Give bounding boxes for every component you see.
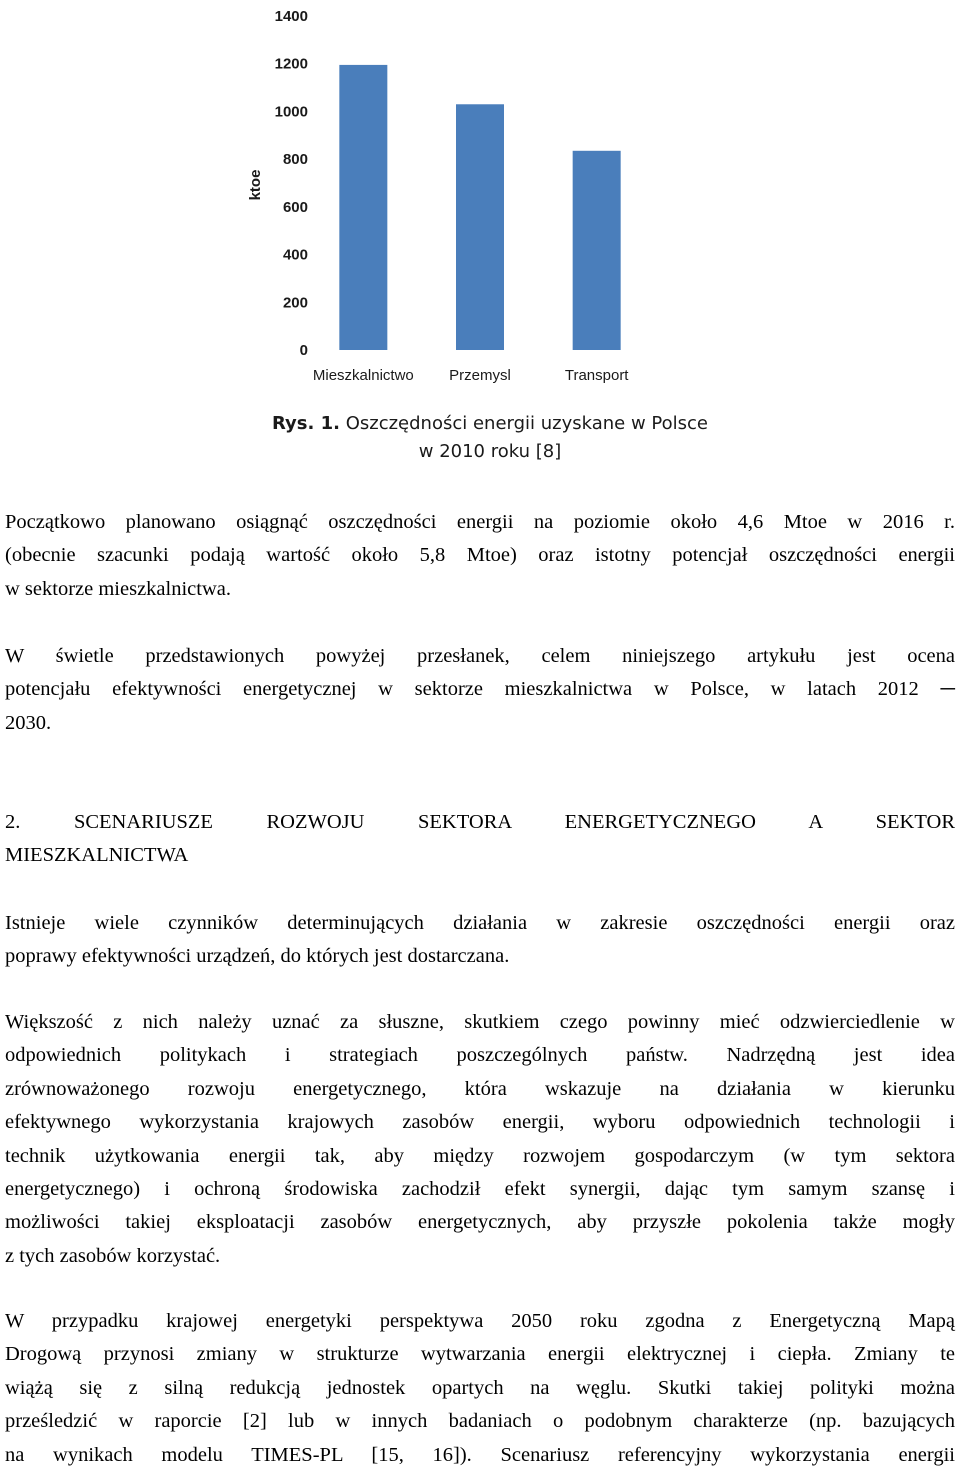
y-tick-label: 1000 <box>274 103 308 121</box>
y-tick-label: 1200 <box>274 55 308 73</box>
paragraph-4 <box>5 1006 955 1273</box>
heading-line-1: 2. SCENARIUSZE ROZWOJU SEKTORA ENERGETYCZNEGO A SEKTOR <box>5 811 955 833</box>
text-line: możliwości takiej eksploatacji zasobów energetycznych, aby przyszłe pokolenia także mogły <box>5 1211 955 1234</box>
section-heading <box>5 806 955 873</box>
text-line: w sektorze mieszkalnictwa. <box>5 577 231 600</box>
x-category-label: Przemysl <box>449 367 511 384</box>
bar <box>456 104 504 350</box>
text-line: Istnieje wiele czynników determinujących działania w zakresie oszczędności energii oraz <box>5 912 955 934</box>
paragraph-2 <box>5 640 955 740</box>
text-line: W przypadku krajowej energetyki perspektywa 2050 roku zgodna z Energetyczną Mapą <box>5 1310 955 1332</box>
bar <box>339 65 387 350</box>
text-line: Większość z nich należy uznać za słuszne, skutkiem czego powinny mieć odzwierciedlenie w <box>5 1011 955 1033</box>
x-category-label: Transport <box>564 367 629 384</box>
y-axis-ticks <box>275 8 308 359</box>
bar-chart <box>230 0 670 395</box>
text-line: z tych zasobów korzystać. <box>5 1244 221 1267</box>
y-tick-label: 1400 <box>274 8 308 25</box>
y-tick-label: 0 <box>299 342 308 359</box>
text-line: technik użytkowania energii tak, aby między rozwojem gospodarczym (w tym sektora <box>5 1144 955 1167</box>
caption-title: Oszczędności energii uzyskane w Polsce <box>345 413 708 434</box>
figure-caption <box>220 410 760 466</box>
y-tick-label: 800 <box>282 151 308 169</box>
caption-line-1 <box>220 410 760 438</box>
paragraph-5 <box>5 1305 955 1472</box>
text-line: Początkowo planowano osiągnąć oszczędności energii na poziomie około 4,6 Mtoe w 2016 r. <box>5 511 955 533</box>
heading-line-2: MIESZKALNICTWA <box>5 844 189 867</box>
text-line: 2030. <box>5 711 52 734</box>
y-tick-label: 200 <box>282 294 308 312</box>
y-tick-label: 600 <box>282 198 308 216</box>
text-line: odpowiednich politykach i strategiach poszczególnych państw. Nadrzędną jest idea <box>5 1044 955 1067</box>
text-line: na wynikach modelu TIMES-PL [15, 16]). Scenariusz referencyjny wykorzystania energii <box>5 1443 955 1466</box>
bars <box>339 65 620 350</box>
text-line: wiążą się z silną redukcją jednostek opartych na węglu. Skutki takiej polityki można <box>5 1376 955 1399</box>
paragraph-3 <box>5 907 955 974</box>
paragraph-1 <box>5 506 955 606</box>
text-line: W świetle przedstawionych powyżej przesłanek, celem niniejszego artykułu jest ocena <box>5 645 955 667</box>
y-axis-label: ktoe <box>247 169 264 201</box>
text-line: zrównoważonego rozwoju energetycznego, która wskazuje na działania w kierunku <box>5 1077 955 1100</box>
bar <box>573 151 621 350</box>
text-line: prześledzić w raporcie [2] lub w innych badaniach o podobnym charakterze (np. bazujących <box>5 1410 955 1433</box>
text-line: potencjału efektywności energetycznej w sektorze mieszkalnictwa w Polsce, w latach 2012 ─ <box>5 678 955 701</box>
y-tick-label: 400 <box>282 246 308 264</box>
text-line: energetycznego) i ochroną środowiska zachodził efekt synergii, dając tym samym szansę i <box>5 1178 955 1201</box>
text-line: poprawy efektywności urządzeń, do których jest dostarczana. <box>5 945 510 968</box>
text-line: (obecnie szacunki podają wartość około 5,8 Mtoe) oraz istotny potencjał oszczędności energii <box>5 544 955 567</box>
text-line: Drogową przynosi zmiany w strukturze wytwarzania energii elektrycznej i ciepła. Zmiany te <box>5 1343 955 1366</box>
caption-line-2: w 2010 roku [8] <box>418 441 562 462</box>
caption-label: Rys. 1. <box>272 413 340 434</box>
x-category-label: Mieszkalnictwo <box>312 367 414 384</box>
x-axis-categories <box>313 367 629 384</box>
text-line: efektywnego wykorzystania krajowych zasobów energii, wyboru odpowiednich technologii i <box>5 1111 955 1134</box>
